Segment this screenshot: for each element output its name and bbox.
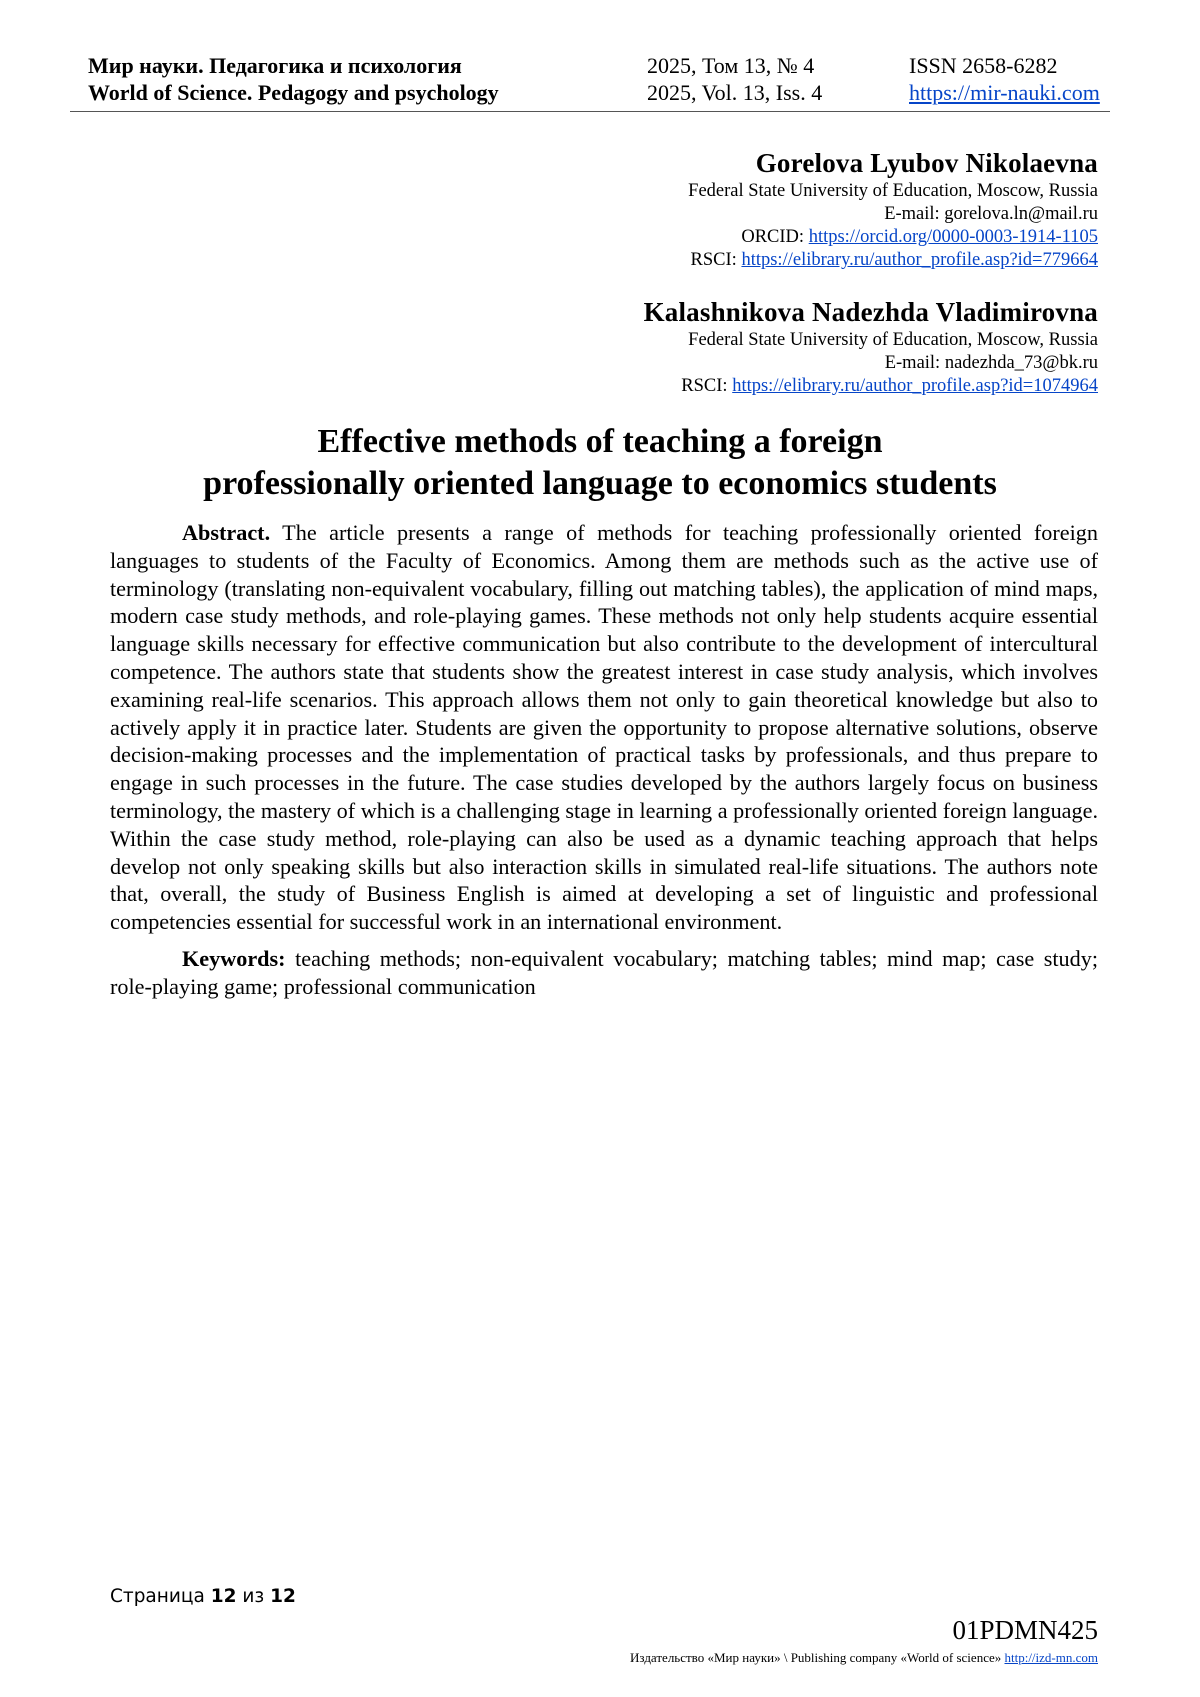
- author-email: E-mail: nadezhda_73@bk.ru: [884, 353, 1098, 373]
- author-block-1: [398, 146, 1098, 285]
- publisher-line: [630, 1650, 1098, 1666]
- article-title-line-1: Effective methods of teaching a foreign: [317, 423, 883, 460]
- rsci-label: RSCI:: [690, 250, 737, 270]
- page-total: 12: [270, 1586, 296, 1607]
- article-title-line-2: professionally oriented language to economics students: [203, 465, 997, 502]
- issue-en: 2025, Vol. 13, Iss. 4: [647, 80, 823, 105]
- author-affiliation: Federal State University of Education, Moscow, Russia: [688, 330, 1098, 350]
- keywords-paragraph: [110, 945, 1098, 1001]
- article-title: [100, 421, 1100, 505]
- keywords-text: teaching methods; non-equivalent vocabulary; matching tables; mind map; case study; role-playing game; professional communication: [110, 945, 1098, 999]
- abstract-text: The article presents a range of methods for teaching professionally oriented foreign languages to students of the Faculty of Economics. Among them are methods such as the active use of terminology (translating non-equivalent vocabulary, filling out matching tables), the application of mind maps, modern case study methods, and role-playing games. These methods not only help students acquire essential language skills necessary for effective communication but also contribute to the development of intercultural competence. The authors state that students show the greatest interest in case study analysis, which involves examining real-life scenarios. This approach allows them not only to gain theoretical knowledge but also to actively apply it in practice later. Students are given the opportunity to propose alternative solutions, observe decision-making processes and the implementation of practical tasks by professionals, and thus prepare to engage in such processes in the future. The case studies developed by the authors largely focus on business terminology, the mastery of which is a challenging stage in learning a professionally oriented foreign language. Within the case study method, role-playing can also be used as a dynamic teaching approach that helps develop not only speaking skills but also interaction skills in simulated real-life situations. The authors note that, overall, the study of Business English is aimed at developing a set of linguistic and professional competencies essential for successful work in an international environment.: [110, 520, 1098, 935]
- rsci-link[interactable]: https://elibrary.ru/author_profile.asp?id=779664: [741, 250, 1098, 270]
- article-code: 01PDMN425: [952, 1615, 1098, 1645]
- page-mid: из: [242, 1586, 265, 1607]
- page-prefix: Страница: [110, 1586, 205, 1607]
- rsci-link[interactable]: https://elibrary.ru/author_profile.asp?id=1074964: [732, 376, 1098, 396]
- issn: ISSN 2658-6282: [909, 53, 1058, 78]
- issue-ru: 2025, Том 13, № 4: [647, 53, 815, 78]
- page-current: 12: [210, 1586, 237, 1607]
- journal-header: [88, 52, 1120, 112]
- journal-title-en: World of Science. Pedagogy and psychology: [88, 80, 499, 105]
- abstract-label: Abstract.: [182, 520, 271, 545]
- author-rsci: [398, 249, 1098, 272]
- author-orcid: [398, 226, 1098, 249]
- orcid-label: ORCID:: [741, 227, 805, 247]
- author-rsci: [398, 375, 1098, 398]
- orcid-link[interactable]: https://orcid.org/0000-0003-1914-1105: [808, 227, 1098, 247]
- journal-title-ru: Мир науки. Педагогика и психология: [88, 53, 462, 78]
- journal-site-link[interactable]: [909, 79, 1100, 106]
- rsci-label: RSCI:: [681, 376, 728, 396]
- author-email: E-mail: gorelova.ln@mail.ru: [884, 204, 1098, 224]
- author-name: Kalashnikova Nadezhda Vladimirovna: [643, 297, 1098, 327]
- author-block-2: [398, 295, 1098, 411]
- keywords-label: Keywords:: [182, 945, 286, 971]
- author-name: Gorelova Lyubov Nikolaevna: [755, 148, 1098, 178]
- publisher-text: Издательство «Мир науки» \ Publishing company «World of science»: [630, 1650, 1002, 1665]
- header-divider: [70, 111, 1110, 112]
- journal-site-url[interactable]: https://mir-nauki.com: [909, 80, 1100, 105]
- publisher-link[interactable]: http://izd-mn.com: [1004, 1650, 1098, 1665]
- abstract-section: [110, 519, 1098, 1001]
- author-affiliation: Federal State University of Education, Moscow, Russia: [688, 181, 1098, 201]
- abstract-paragraph: [110, 519, 1098, 936]
- page-number: [110, 1586, 296, 1607]
